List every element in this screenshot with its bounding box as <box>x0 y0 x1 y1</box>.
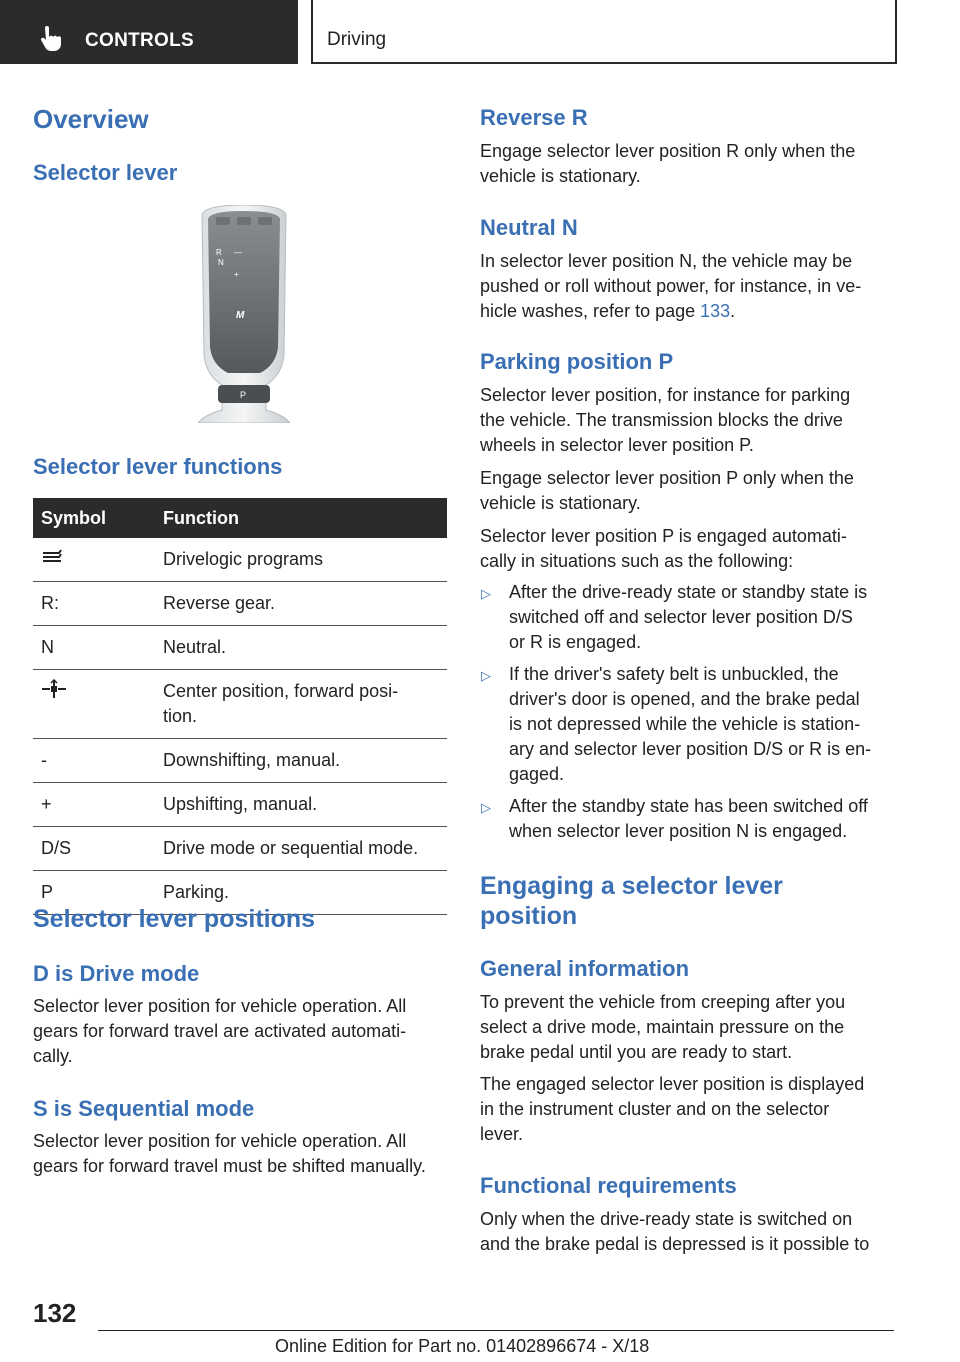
general-info-heading: General information <box>480 956 690 981</box>
function-cell: Parking. <box>155 871 447 915</box>
overview-heading: Overview <box>33 104 149 134</box>
function-cell: Drive mode or sequential mode. <box>155 827 447 871</box>
symbol-cell <box>33 670 155 739</box>
symbol-cell: P <box>33 871 155 915</box>
header-function: Function <box>155 498 447 538</box>
chapter-tab <box>311 0 897 64</box>
text-line: Engage selector lever position R only when the <box>480 141 856 161</box>
text-line: vehicle is stationary. <box>480 166 641 186</box>
table-row <box>33 538 447 582</box>
text-line: cally in situations such as the following: <box>480 551 794 571</box>
hand-pointer-icon <box>38 26 64 52</box>
text-line: In selector lever position N, the vehicle may be <box>480 251 853 271</box>
drivelogic-icon <box>41 547 63 565</box>
text-line: select a drive mode, maintain pressure on the <box>480 1017 845 1037</box>
center-position-icon <box>41 679 67 699</box>
edition-footer: Online Edition for Part no. 01402896674 - X/18 <box>275 1336 650 1356</box>
function-cell: Reverse gear. <box>155 582 447 626</box>
text-line: Selector lever position for vehicle operation. All <box>33 1131 407 1151</box>
parking-text-1 <box>480 383 900 458</box>
text-line: gears for forward travel are activated automati- <box>33 1021 407 1041</box>
symbol-cell: - <box>33 739 155 783</box>
text-line: vehicle is stationary. <box>480 493 641 513</box>
text-line: Selector lever position for vehicle operation. All <box>33 996 407 1016</box>
function-cell: Neutral. <box>155 626 447 670</box>
table-header-row <box>33 498 447 538</box>
reverse-heading: Reverse R <box>480 105 588 130</box>
text-line: the vehicle. The transmission blocks the drive <box>480 410 843 430</box>
drive-mode-text <box>33 994 453 1069</box>
general-info-text-1 <box>480 990 900 1065</box>
functions-table <box>33 498 447 915</box>
symbol-cell: D/S <box>33 827 155 871</box>
symbol-cell: + <box>33 783 155 827</box>
neutral-text <box>480 249 900 324</box>
text-line: Selector lever position P is engaged automati- <box>480 526 847 546</box>
table-row <box>33 626 447 670</box>
table-row <box>33 827 447 871</box>
text-line: After the drive-ready state or standby state is <box>509 582 868 602</box>
symbol-cell: N <box>33 626 155 670</box>
text-line: cally. <box>33 1046 73 1066</box>
table-row <box>33 670 447 739</box>
page-link[interactable]: 133 <box>700 301 731 321</box>
text-line: wheels in selector lever position P. <box>480 435 754 455</box>
text-line: lever. <box>480 1124 524 1144</box>
positions-heading: Selector lever positions <box>33 905 316 933</box>
functional-requirements-heading: Functional requirements <box>480 1173 737 1198</box>
chapter-label: Driving <box>327 29 387 50</box>
table-row <box>33 739 447 783</box>
lever-label-minus: — <box>234 248 242 257</box>
lever-label-plus: + <box>234 270 239 279</box>
function-cell <box>155 670 447 739</box>
text-line: The engaged selector lever position is displayed <box>480 1074 865 1094</box>
text-line: ary and selector lever position D/S or R is en- <box>509 739 872 759</box>
text-line: and the brake pedal is depressed is it possible to <box>480 1234 870 1254</box>
triangle-bullet-icon: ▷ <box>481 800 491 815</box>
text-line: hicle washes, refer to page <box>480 301 701 321</box>
text-line: driver's door is opened, and the brake pedal <box>509 689 860 709</box>
triangle-bullet-icon: ▷ <box>481 586 491 601</box>
drive-mode-heading: D is Drive mode <box>33 961 200 986</box>
text-line: when selector lever position N is engaged. <box>509 821 848 841</box>
text-line: Only when the drive-ready state is switched on <box>480 1209 853 1229</box>
section-tab <box>0 0 298 64</box>
sequential-mode-text <box>33 1129 463 1179</box>
function-cell: Drivelogic programs <box>155 538 447 582</box>
text-line: Engage selector lever position P only when the <box>480 468 854 488</box>
symbol-cell: R: <box>33 582 155 626</box>
page-number: 132 <box>33 1298 77 1328</box>
symbol-cell <box>33 538 155 582</box>
heading-line: position <box>480 902 578 930</box>
footer-divider <box>98 1330 894 1331</box>
functional-requirements-text <box>480 1207 900 1257</box>
text-line: brake pedal until you are ready to start. <box>480 1042 793 1062</box>
table-row <box>33 582 447 626</box>
text-line: . <box>730 301 736 321</box>
selector-lever-image <box>194 205 294 423</box>
triangle-bullet-icon: ▷ <box>481 668 491 683</box>
text-line: is not depressed while the vehicle is station- <box>509 714 861 734</box>
table-row <box>33 783 447 827</box>
text-line: pushed or roll without power, for instance, in ve- <box>480 276 862 296</box>
text-line: or R is engaged. <box>509 632 642 652</box>
text-line: in the instrument cluster and on the selector <box>480 1099 830 1119</box>
list-item <box>480 662 900 787</box>
list-item <box>480 794 900 844</box>
function-cell: Upshifting, manual. <box>155 783 447 827</box>
header-symbol: Symbol <box>33 498 155 538</box>
parking-text-3 <box>480 524 900 574</box>
functions-heading: Selector lever functions <box>33 454 283 479</box>
neutral-heading: Neutral N <box>480 215 578 240</box>
lever-label-p: P <box>240 390 247 400</box>
lever-label-r: R <box>216 248 222 257</box>
heading-line: Engaging a selector lever <box>480 872 783 900</box>
general-info-text-2 <box>480 1072 900 1147</box>
text-line: gears for forward travel must be shifted manually. <box>33 1156 426 1176</box>
function-cell: Downshifting, manual. <box>155 739 447 783</box>
selector-lever-heading: Selector lever <box>33 160 178 185</box>
situations-list <box>480 580 900 851</box>
sequential-mode-heading: S is Sequential mode <box>33 1096 255 1121</box>
section-label: CONTROLS <box>85 30 195 51</box>
parking-text-2 <box>480 466 900 516</box>
engaging-heading <box>480 871 783 931</box>
parking-heading: Parking position P <box>480 349 674 374</box>
reverse-text <box>480 139 900 189</box>
text-line: Selector lever position, for instance for parking <box>480 385 851 405</box>
text-line: gaged. <box>509 764 565 784</box>
lever-label-n: N <box>218 258 224 267</box>
function-line: Center position, forward posi- <box>163 681 399 701</box>
text-line: To prevent the vehicle from creeping after you <box>480 992 846 1012</box>
lever-label-m: M <box>236 310 245 321</box>
text-line: switched off and selector lever position D/S <box>509 607 853 627</box>
function-line: tion. <box>163 706 198 726</box>
text-line: If the driver's safety belt is unbuckled, the <box>509 664 839 684</box>
text-line: After the standby state has been switched off <box>509 796 868 816</box>
list-item <box>480 580 900 655</box>
